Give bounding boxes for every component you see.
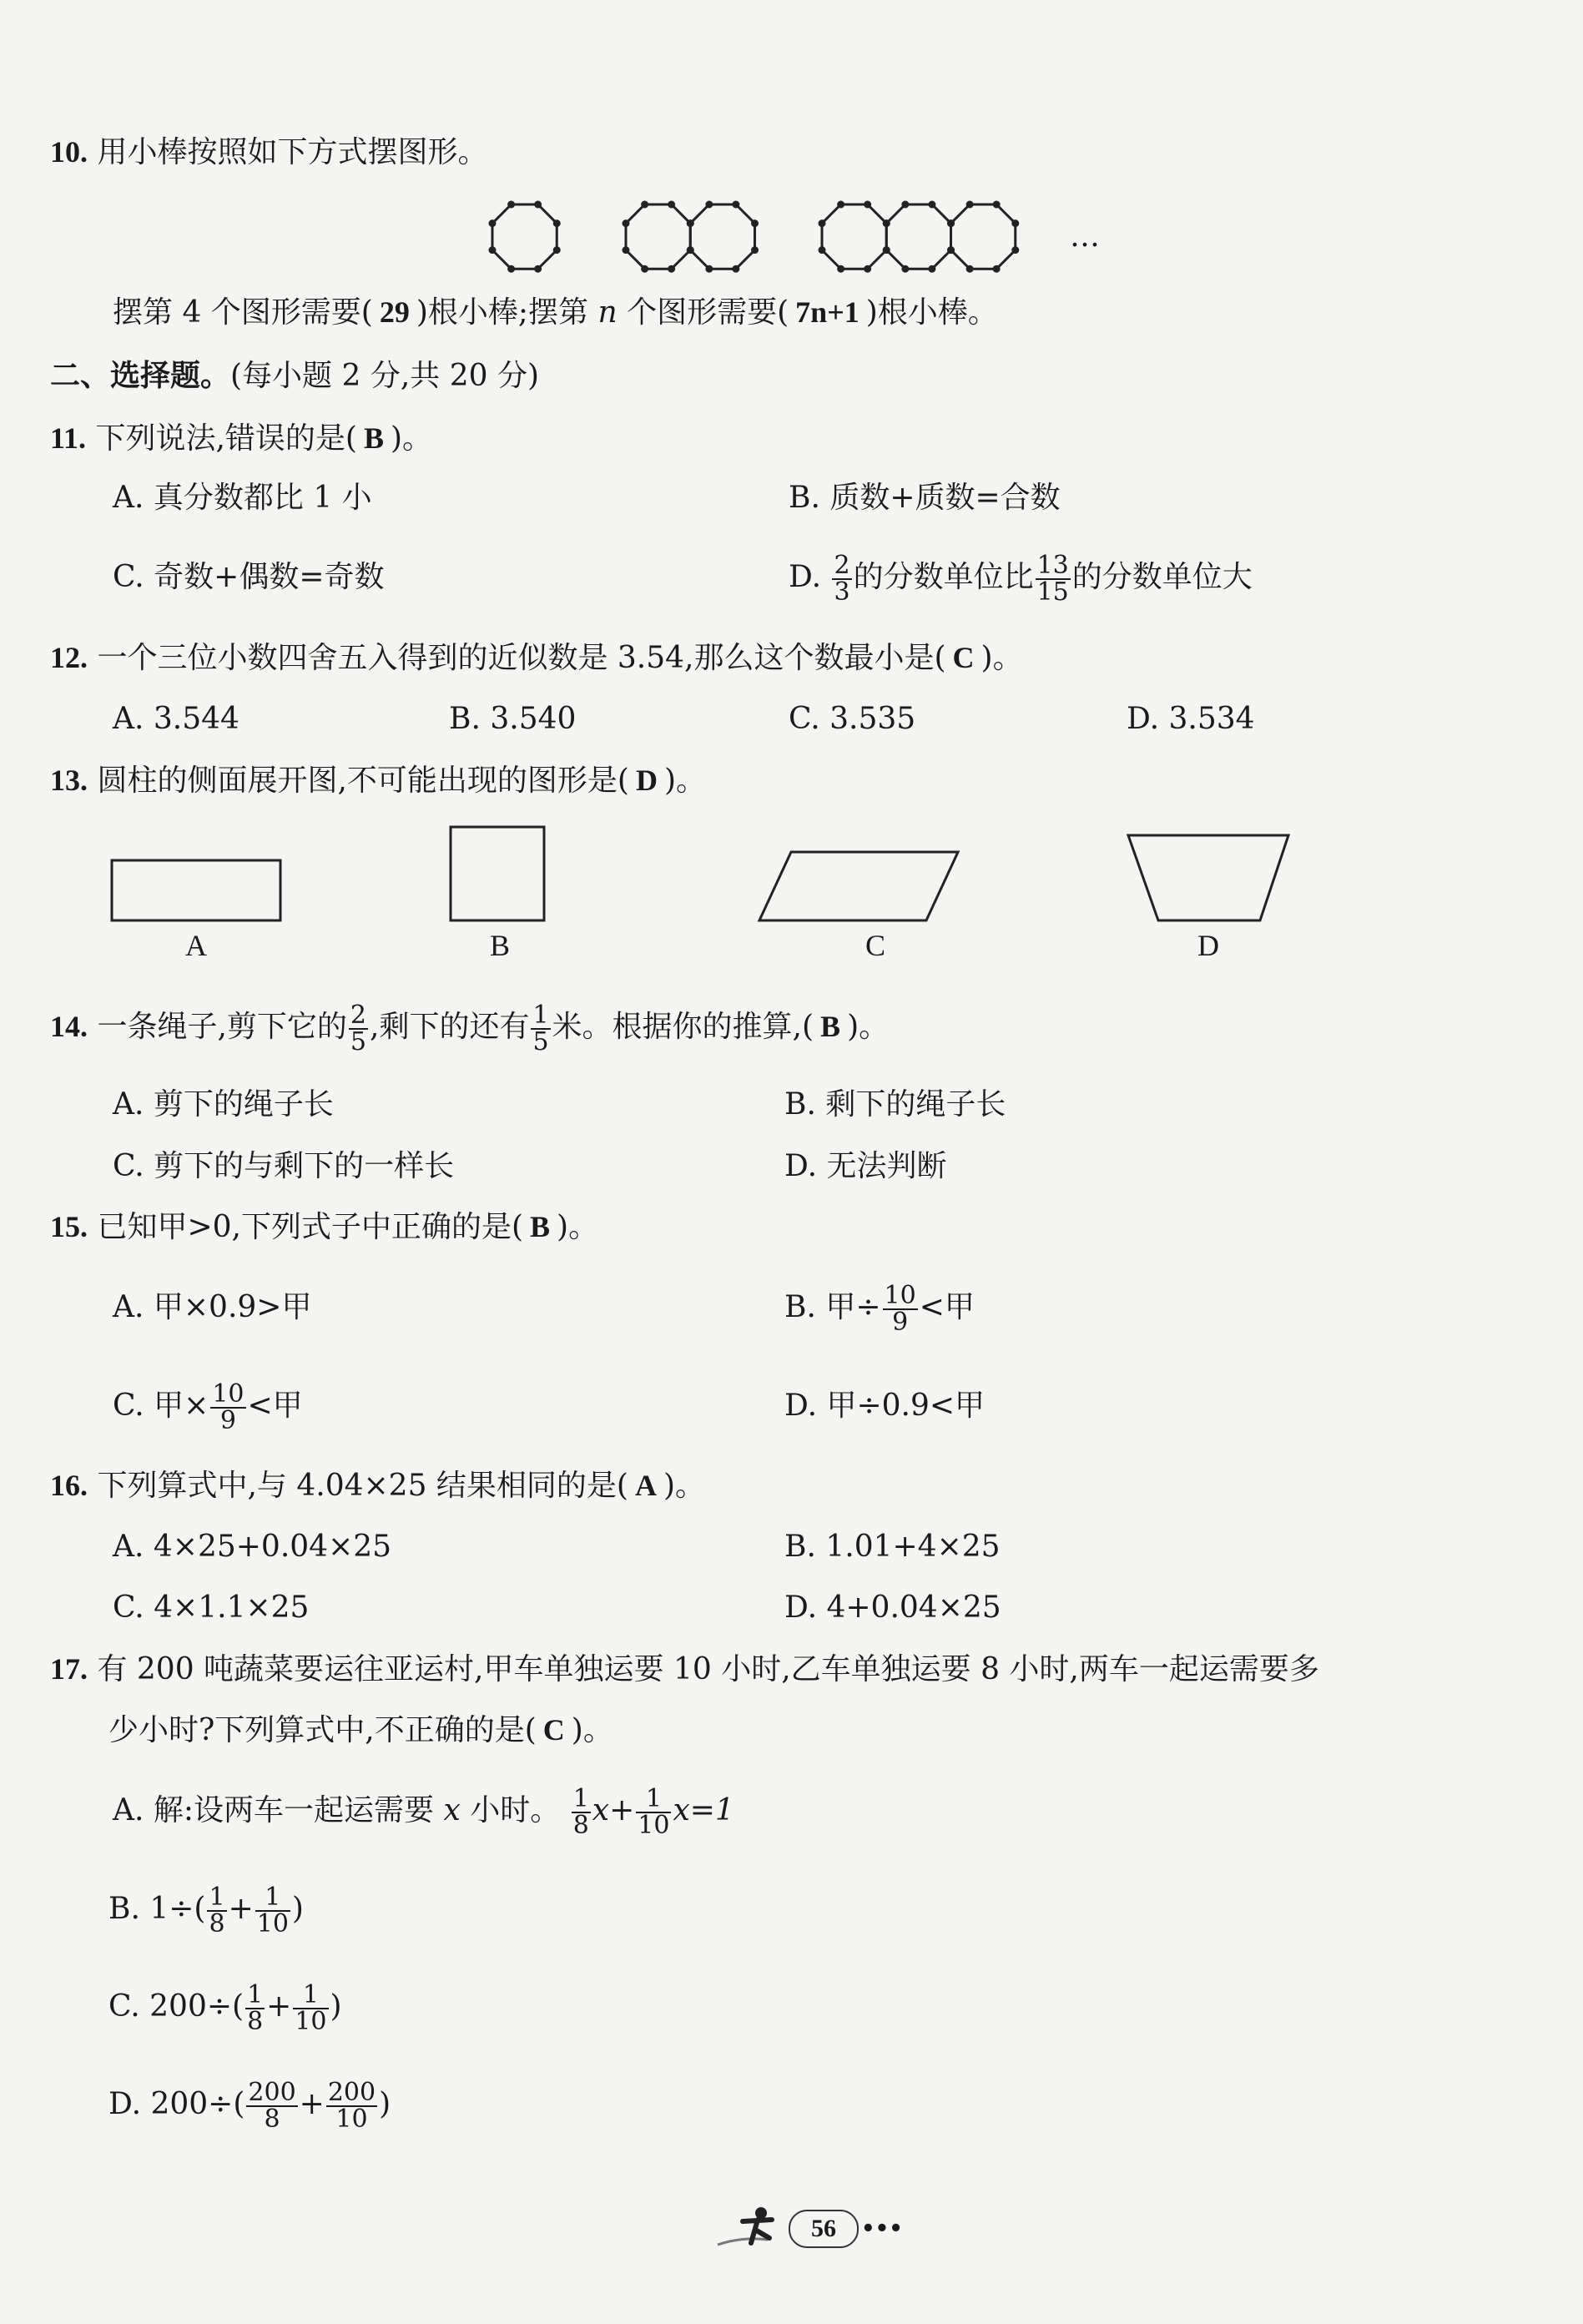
numerator: 2 (350, 1001, 366, 1030)
q17-option-b (108, 1876, 304, 1943)
stick-joint (1011, 246, 1019, 254)
q16-option-a: A. 4×25+0.04×25 (113, 1530, 392, 1564)
answer: B (530, 1210, 551, 1243)
q13-shapes (100, 822, 1318, 935)
stick-joint (553, 219, 561, 227)
denominator: 10 (256, 1909, 289, 1938)
stick-joint (687, 219, 694, 227)
question-text: 下列算式中,与 4.04×25 结果相同的是( (97, 1469, 628, 1503)
question-text: 圆柱的侧面展开图,不可能出现的图形是( (97, 764, 629, 798)
stick-joint (901, 265, 909, 273)
text: ) (291, 1892, 304, 1926)
stick-joint (623, 246, 630, 254)
q11-question (50, 420, 432, 457)
answer-2: 7n+1 (795, 295, 860, 329)
q15-option-c (113, 1373, 303, 1439)
text: 的分数单位比 (853, 560, 1034, 594)
stick-joint (751, 246, 759, 254)
denominator: 10 (295, 2007, 327, 2036)
q11-option-c: C. 奇数+偶数=奇数 (113, 560, 385, 594)
question-text: )。 (571, 1713, 613, 1747)
octagon (626, 204, 690, 269)
denominator: 10 (638, 1811, 670, 1840)
stick-joint (993, 201, 1001, 209)
shape-label-d: D (1197, 929, 1219, 962)
q14-option-a: A. 剪下的绳子长 (113, 1087, 334, 1122)
octagon (886, 204, 950, 269)
q14-option-b: B. 剩下的绳子长 (784, 1087, 1006, 1122)
variable-n: n (597, 295, 618, 330)
numerator: 200 (327, 2078, 376, 2107)
fraction (883, 1283, 918, 1335)
expression: x=1 (673, 1793, 734, 1827)
fraction (246, 2080, 297, 2132)
q15-option-d: D. 甲÷0.9<甲 (784, 1389, 986, 1423)
denominator: 8 (264, 2105, 280, 2134)
question-number: 13. (50, 764, 88, 797)
stick-joint (864, 265, 871, 273)
text: + (228, 1892, 254, 1926)
text: B. 1÷( (108, 1892, 206, 1926)
stick-joint (553, 246, 561, 254)
q12-option-b: B. 3.540 (449, 702, 577, 736)
stick-joint (641, 265, 648, 273)
stick-joint (1011, 219, 1019, 227)
fraction (1036, 553, 1071, 605)
section-note: (每小题 2 分,共 20 分) (230, 359, 540, 393)
numerator: 2 (834, 551, 850, 580)
answer: C (542, 1713, 565, 1747)
fraction (326, 2080, 377, 2132)
question-text: )。 (663, 1469, 706, 1503)
octagon-figures (476, 188, 1110, 288)
q12-question (50, 639, 1023, 677)
q17-option-d (108, 2071, 391, 2138)
denominator: 5 (532, 1027, 549, 1056)
numerator: 1 (209, 1883, 225, 1912)
shape-label-c: C (865, 929, 886, 962)
ellipsis: … (1070, 219, 1100, 254)
stick-joint (819, 246, 826, 254)
fraction (349, 1003, 368, 1055)
q14-option-c: C. 剪下的与剩下的一样长 (113, 1149, 455, 1183)
stick-joint (507, 201, 515, 209)
question-text: )。 (557, 1210, 599, 1244)
q17-question-line1 (50, 1651, 1319, 1688)
question-text: 一条绳子,剪下它的 (97, 1010, 347, 1044)
text: )根小棒;摆第 (416, 295, 589, 330)
question-text: 用小棒按照如下方式摆图形。 (97, 135, 488, 169)
stick-joint (883, 246, 890, 254)
stick-joint (883, 219, 890, 227)
q14-question (50, 993, 889, 1061)
q15-question (50, 1208, 598, 1246)
stick-joint (732, 265, 739, 273)
numerator: 13 (1036, 551, 1069, 580)
denominator: 8 (209, 1909, 225, 1938)
denominator: 9 (219, 1406, 236, 1435)
numerator: 1 (636, 1787, 671, 1813)
octagon (690, 204, 754, 269)
text: ) (330, 1989, 342, 2024)
denominator: 3 (834, 577, 850, 607)
question-text: 一个三位小数四舍五入得到的近似数是 3.54,那么这个数最小是( (97, 641, 946, 675)
page-number: 56 (789, 2210, 859, 2248)
text: 摆第 4 个图形需要( (113, 295, 373, 330)
stick-joint (993, 265, 1001, 273)
option-label: D. (789, 560, 822, 594)
page-footer (709, 2203, 901, 2253)
q17-option-a (113, 1777, 734, 1844)
numerator: 1 (255, 1885, 290, 1912)
stick-joint (705, 265, 713, 273)
q13-question (50, 762, 706, 799)
variable-x: x (443, 1793, 461, 1827)
stick-joint (668, 265, 675, 273)
stick-joint (901, 201, 909, 209)
square-shape (451, 827, 544, 920)
question-number: 15. (50, 1210, 88, 1243)
expression: x+ (592, 1793, 635, 1827)
answer: B (363, 421, 384, 455)
question-number: 12. (50, 641, 88, 674)
trapezoid-shape (1128, 835, 1288, 920)
stick-joint (705, 201, 713, 209)
text: ) (379, 2087, 391, 2121)
numerator: 10 (884, 1281, 916, 1310)
q14-option-d: D. 无法判断 (784, 1149, 947, 1183)
q11-option-d (789, 544, 1253, 611)
numerator: 1 (572, 1784, 589, 1813)
numerator: 1 (247, 1980, 264, 2009)
q12-option-a: A. 3.544 (113, 702, 239, 736)
answer: C (952, 641, 975, 674)
stick-joint (668, 201, 675, 209)
question-text: 米。根据你的推算,( (552, 1010, 814, 1044)
stick-joint (489, 219, 497, 227)
q16-question (50, 1467, 705, 1505)
q12-option-c: C. 3.535 (789, 702, 916, 736)
denominator: 9 (892, 1308, 909, 1337)
text: C. 200÷( (108, 1989, 245, 2024)
text: + (299, 2087, 325, 2121)
question-number: 16. (50, 1469, 88, 1502)
q16-option-d: D. 4+0.04×25 (784, 1591, 1001, 1625)
rectangle-shape (112, 860, 280, 920)
text: A. 解:设两车一起运需要 (113, 1793, 435, 1827)
fraction (255, 1885, 290, 1937)
fraction (293, 1980, 328, 2036)
numerator: 10 (212, 1379, 245, 1409)
stick-joint (732, 201, 739, 209)
text: )根小棒。 (865, 295, 998, 330)
stick-joint (534, 201, 542, 209)
denominator: 8 (572, 1811, 589, 1840)
numerator: 200 (248, 2078, 296, 2107)
fraction (832, 553, 851, 605)
question-number: 10. (50, 135, 88, 169)
question-text: )。 (663, 764, 706, 798)
text: C. 甲× (113, 1389, 209, 1423)
fraction (210, 1379, 245, 1435)
answer-1: 29 (379, 295, 410, 329)
stick-joint (489, 246, 497, 254)
parallelogram-shape (759, 852, 958, 920)
question-text: 已知甲>0,下列式子中正确的是( (97, 1210, 524, 1244)
text: D. 200÷( (108, 2087, 245, 2121)
stick-joint (623, 219, 630, 227)
stick-joint (928, 201, 935, 209)
q15-option-a: A. 甲×0.9>甲 (113, 1290, 312, 1324)
question-text: 少小时?下列算式中,不正确的是( (108, 1713, 537, 1747)
question-number: 11. (50, 421, 87, 455)
q16-option-b: B. 1.01+4×25 (784, 1530, 1001, 1564)
q17-option-c (108, 1974, 342, 2040)
text: 小时。 (470, 1793, 561, 1827)
q11-option-a: A. 真分数都比 1 小 (113, 481, 372, 515)
footer-dots: ••• (861, 2216, 903, 2241)
q12-option-d: D. 3.534 (1127, 702, 1255, 736)
stick-joint (687, 246, 694, 254)
q10-answer-line (113, 294, 998, 331)
text: 个图形需要( (627, 295, 789, 330)
stick-joint (947, 219, 955, 227)
shape-label-b: B (490, 929, 511, 962)
fraction (572, 1784, 591, 1840)
stick-joint (966, 201, 974, 209)
denominator: 15 (1036, 577, 1069, 607)
q17-question-line2 (108, 1711, 613, 1749)
stick-joint (966, 265, 974, 273)
question-text: 有 200 吨蔬菜要运往亚运村,甲车单独运要 10 小时,乙车单独运要 8 小时,两车一起运需要多 (97, 1652, 1319, 1686)
stick-joint (819, 219, 826, 227)
denominator: 5 (350, 1027, 366, 1056)
q11-option-b: B. 质数+质数=合数 (789, 481, 1061, 515)
question-text: 下列说法,错误的是( (95, 421, 357, 456)
q15-option-b (784, 1274, 975, 1341)
text: B. 甲÷ (784, 1290, 881, 1324)
text: <甲 (919, 1290, 975, 1324)
answer: D (635, 764, 658, 797)
answer: A (634, 1469, 657, 1502)
stick-joint (507, 265, 515, 273)
text: 的分数单位大 (1071, 560, 1253, 594)
denominator: 8 (247, 2007, 264, 2036)
text: + (266, 1989, 292, 2024)
section-title (50, 357, 539, 395)
stick-joint (928, 265, 935, 273)
stick-joint (864, 201, 871, 209)
fraction (636, 1784, 671, 1840)
octagon (822, 204, 886, 269)
stick-joint (837, 265, 844, 273)
fraction (245, 1980, 265, 2036)
octagon (951, 204, 1016, 269)
question-text: )。 (390, 421, 433, 456)
question-text: )。 (847, 1010, 890, 1044)
question-number: 17. (50, 1652, 88, 1686)
octagon (492, 204, 557, 269)
question-number: 14. (50, 1010, 88, 1043)
text: <甲 (247, 1389, 303, 1423)
answer: B (820, 1010, 841, 1043)
runner-logo-icon (709, 2203, 789, 2253)
stick-joint (947, 246, 955, 254)
stick-joint (641, 201, 648, 209)
stick-joint (534, 265, 542, 273)
denominator: 10 (335, 2105, 368, 2134)
stick-joint (837, 201, 844, 209)
q10-question (50, 134, 487, 171)
fraction (207, 1885, 226, 1937)
section-heading: 二、选择题。 (50, 358, 231, 393)
shape-label-a: A (185, 929, 207, 962)
question-text: )。 (981, 641, 1023, 675)
stick-joint (751, 219, 759, 227)
q16-option-c: C. 4×1.1×25 (113, 1591, 310, 1625)
numerator: 1 (532, 1001, 549, 1030)
question-text: ,剩下的还有 (370, 1010, 530, 1044)
numerator: 1 (293, 1983, 328, 2009)
fraction (531, 1003, 550, 1055)
